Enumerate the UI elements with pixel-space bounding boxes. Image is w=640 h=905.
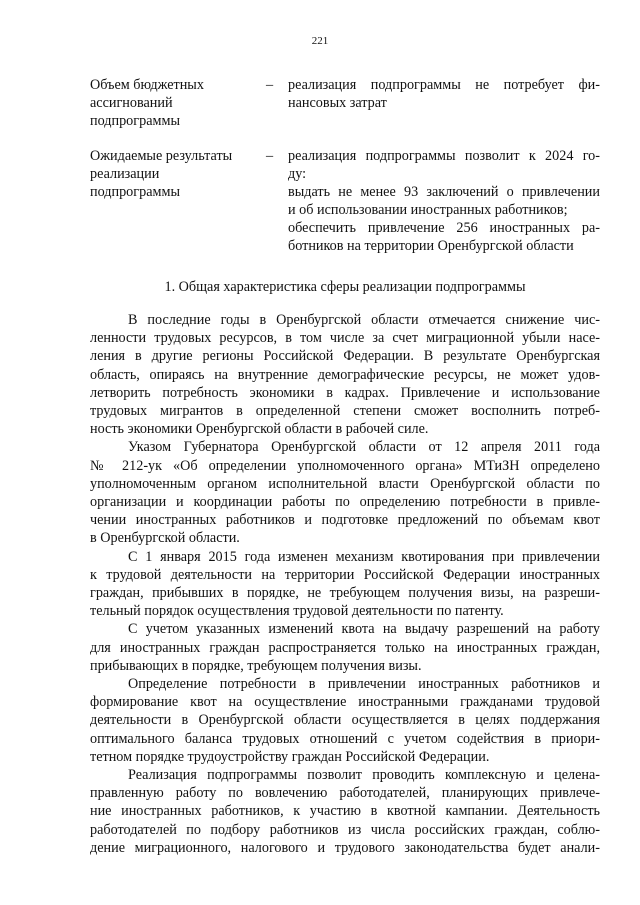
text-line: для иностранных граждан распространяется только на иностранных граждан, (90, 639, 600, 656)
paragraph (90, 766, 600, 857)
value-line: реализация подпрограммы не потребует фи- (288, 77, 600, 93)
text-line: прибывающих в порядке, требующем получения визы. (90, 657, 422, 674)
paragraph (90, 438, 600, 547)
section-heading: 1. Общая характеристика сферы реализации подпрограммы (164, 279, 526, 295)
text-line: чении иностранных работников и подготовке предложений по объемам квот (90, 512, 600, 529)
paragraph (90, 620, 600, 675)
label-line: Ожидаемые результаты (90, 148, 233, 164)
text-line: организации и координации работы по определению потребности в привле- (90, 494, 600, 511)
body-text (90, 311, 600, 857)
value-line: нансовых затрат (288, 95, 387, 111)
text-line: правленную работу по вовлечению работодателей, планирующих привлече- (90, 785, 600, 802)
text-line: ленности трудовых ресурсов, в том числе за счет миграционной убыли насе- (90, 330, 600, 347)
text-line: № 212-ук «Об определении уполномоченного органа» МТиЗН определено (90, 457, 600, 474)
text-line: граждан, прибывших в порядке, не требующем получения визы, на разреши- (90, 585, 600, 602)
passport-dash: – (266, 77, 274, 93)
paragraph (90, 675, 600, 766)
text-line: трудовых мигрантов в определенной степени сможет восполнить потреб- (90, 403, 600, 420)
label-line: подпрограммы (90, 184, 180, 200)
text-line: формирование квот на осуществление иностранными гражданами трудовой (90, 694, 600, 711)
label-line: ассигнований (90, 95, 173, 111)
label-line: реализации (90, 166, 160, 182)
text-line: Указом Губернатора Оренбургской области от 12 апреля 2011 года (128, 439, 600, 456)
value-line: ботников на территории Оренбургской области (288, 238, 574, 254)
text-line: ность экономики Оренбургской области в рабочей силе. (90, 421, 429, 438)
paragraph (90, 311, 600, 438)
passport-value-results (288, 147, 600, 255)
text-line: к трудовой деятельности на территории Российской Федерации иностранных (90, 566, 600, 583)
value-line: ду: (288, 166, 307, 182)
text-line: тельный порядок осуществления трудовой деятельности по патенту. (90, 603, 504, 620)
value-line: выдать не менее 93 заключений о привлечении (288, 184, 600, 200)
passport-label-results (90, 147, 260, 201)
paragraph (90, 548, 600, 621)
text-line: летворить потребность экономики в кадрах. Привлечение и использование (90, 384, 600, 401)
passport-dash: – (266, 148, 274, 164)
text-line: С учетом указанных изменений квота на выдачу разрешений на работу (128, 621, 600, 638)
label-line: Объем бюджетных (90, 77, 204, 93)
text-line: ние иностранных работников, к участию в квотной кампании. Деятельность (90, 803, 600, 820)
text-line: В последние годы в Оренбургской области отмечается снижение чис- (128, 312, 600, 328)
text-line: Определение потребности в привлечении иностранных работников и (128, 676, 600, 693)
text-line: С 1 января 2015 года изменен механизм квотирования при привлечении (128, 548, 600, 565)
value-line: и об использовании иностранных работников; (288, 202, 568, 218)
text-line: дение миграционного, налогового и трудового законодательства будет анали- (90, 839, 600, 856)
text-line: деятельности в Оренбургской области осуществляется в целях поддержания (90, 712, 600, 729)
passport-value-budget (288, 76, 600, 112)
text-line: ления в другие регионы Российской Федерации. В результате Оренбургская (90, 348, 600, 365)
label-line: подпрограммы (90, 113, 180, 129)
passport-label-budget (90, 76, 260, 130)
text-line: уполномоченным органом исполнительной власти Оренбургской области по (90, 475, 600, 492)
text-line: тетном порядке трудоустройству граждан Российской Федерации. (90, 748, 490, 765)
text-line: область, опираясь на внутренние демографические ресурсы, не может удов- (90, 366, 600, 383)
text-line: работодателей по подбору работников из числа российских граждан, соблю- (90, 821, 600, 838)
text-line: оптимального баланса трудовых отношений с учетом содействия в приори- (90, 730, 600, 747)
page-number: 221 (311, 35, 329, 47)
text-line: в Оренбургской области. (90, 530, 240, 547)
value-line: обеспечить привлечение 256 иностранных ра- (288, 220, 600, 236)
text-line: Реализация подпрограммы позволит проводить комплексную и целена- (128, 767, 600, 784)
value-line: реализация подпрограммы позволит к 2024 го- (288, 148, 600, 164)
